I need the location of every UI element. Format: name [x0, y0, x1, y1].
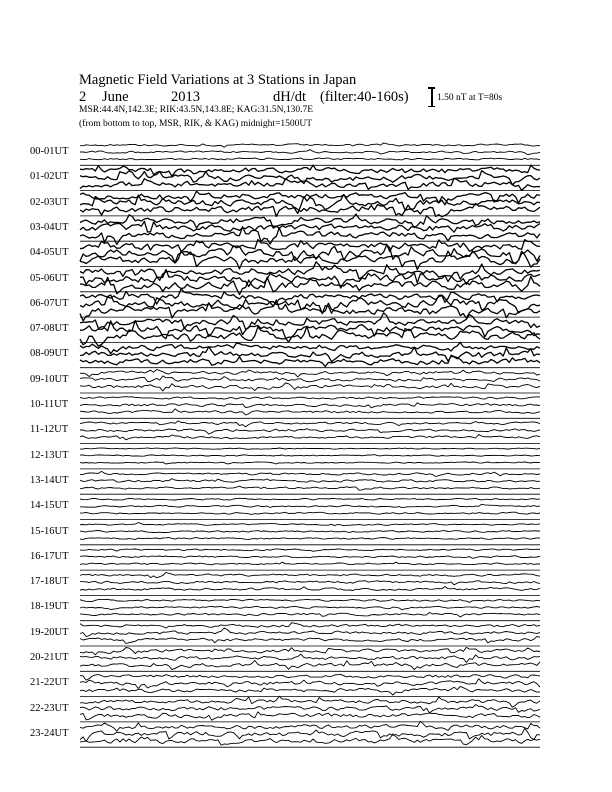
hour-label: 23-24UT: [30, 727, 69, 739]
trace-kag: [80, 370, 540, 377]
scale-label: 1.50 nT at T=80s: [437, 93, 503, 103]
trace-kag: [80, 549, 540, 551]
hour-label: 12-13UT: [30, 449, 69, 461]
trace-kag: [80, 498, 540, 500]
hour-label: 21-22UT: [30, 677, 69, 689]
trace-msr: [80, 734, 540, 745]
trace-msr: [80, 227, 540, 245]
trace-rik: [80, 150, 540, 155]
quantity-label: dH/dt: [273, 89, 307, 105]
station-coordinates: MSR:44.4N,142.3E; RIK:43.5N,143.8E; KAG:31.5N,130.7E: [79, 105, 314, 115]
trace-kag: [80, 647, 540, 654]
hour-label: 09-10UT: [30, 373, 69, 385]
date-month: June: [102, 89, 129, 105]
hour-label: 05-06UT: [30, 272, 69, 284]
trace-kag: [80, 289, 540, 306]
trace-msr: [80, 587, 540, 591]
chart-title: Magnetic Field Variations at 3 Stations in Japan: [79, 72, 357, 88]
trace-rik: [80, 504, 540, 507]
trace-rik: [80, 429, 540, 434]
hour-label: 04-05UT: [30, 247, 69, 259]
hour-label: 14-15UT: [30, 500, 69, 512]
trace-msr: [80, 203, 540, 216]
trace-msr: [80, 178, 540, 190]
hour-label: 11-12UT: [30, 424, 69, 436]
trace-rik: [80, 531, 540, 533]
trace-kag: [80, 573, 540, 578]
trace-msr: [80, 435, 540, 440]
hour-label: 17-18UT: [30, 576, 69, 588]
trace-kag: [80, 165, 540, 176]
trace-rik: [80, 556, 540, 559]
trace-rik: [80, 403, 540, 408]
trace-kag: [80, 421, 540, 427]
hour-label: 16-17UT: [30, 550, 69, 562]
trace-msr: [80, 660, 540, 669]
trace-msr: [80, 158, 540, 160]
hour-label: 20-21UT: [30, 652, 69, 663]
date-day: 2: [79, 89, 87, 105]
trace-rik: [80, 628, 540, 637]
trace-rik: [80, 705, 540, 713]
trace-kag: [80, 599, 540, 602]
trace-rik: [80, 221, 540, 232]
hour-label: 00-01UT: [30, 146, 69, 157]
trace-rik: [80, 581, 540, 585]
trace-msr: [80, 512, 540, 514]
filter-label: (filter:40-160s): [320, 89, 409, 105]
trace-msr: [80, 712, 540, 721]
trace-kag: [80, 342, 540, 353]
trace-msr: [80, 636, 540, 643]
trace-msr: [80, 562, 540, 565]
trace-rik: [80, 728, 540, 741]
trace-msr: [80, 462, 540, 464]
trace-msr: [80, 300, 540, 321]
hour-label: 13-14UT: [30, 474, 69, 486]
trace-kag: [80, 143, 540, 147]
trace-rik: [80, 654, 540, 662]
station-order-note: (from bottom to top, MSR, RIK, & KAG) midnight=1500UT: [79, 119, 313, 129]
trace-rik: [80, 606, 540, 610]
hour-label: 07-08UT: [30, 323, 69, 335]
trace-rik: [80, 479, 540, 483]
trace-kag: [80, 674, 540, 680]
hour-label: 03-04UT: [30, 221, 69, 233]
hour-label: 06-07UT: [30, 297, 69, 309]
trace-msr: [80, 486, 540, 490]
hour-label: 08-09UT: [30, 348, 69, 360]
trace-kag: [80, 397, 540, 399]
trace-msr: [80, 409, 540, 415]
trace-kag: [80, 471, 540, 476]
date-year: 2013: [171, 89, 200, 105]
trace-rik: [80, 679, 540, 689]
trace-kag: [80, 313, 540, 330]
trace-rik: [80, 376, 540, 382]
hour-label: 22-23UT: [30, 702, 69, 714]
hour-label: 19-20UT: [30, 626, 69, 638]
trace-kag: [80, 721, 540, 731]
trace-kag: [80, 623, 540, 628]
hour-label: 01-02UT: [30, 171, 69, 183]
hour-label: 18-19UT: [30, 601, 69, 613]
hour-label: 10-11UT: [30, 399, 69, 410]
trace-kag: [80, 523, 540, 526]
hour-label: 15-16UT: [30, 525, 69, 537]
trace-rik: [80, 455, 540, 457]
trace-kag: [80, 696, 540, 707]
trace-msr: [80, 538, 540, 540]
hour-label: 02-03UT: [30, 196, 69, 208]
trace-msr: [80, 326, 540, 346]
trace-msr: [80, 613, 540, 618]
trace-msr: [80, 383, 540, 391]
trace-kag: [80, 448, 540, 449]
